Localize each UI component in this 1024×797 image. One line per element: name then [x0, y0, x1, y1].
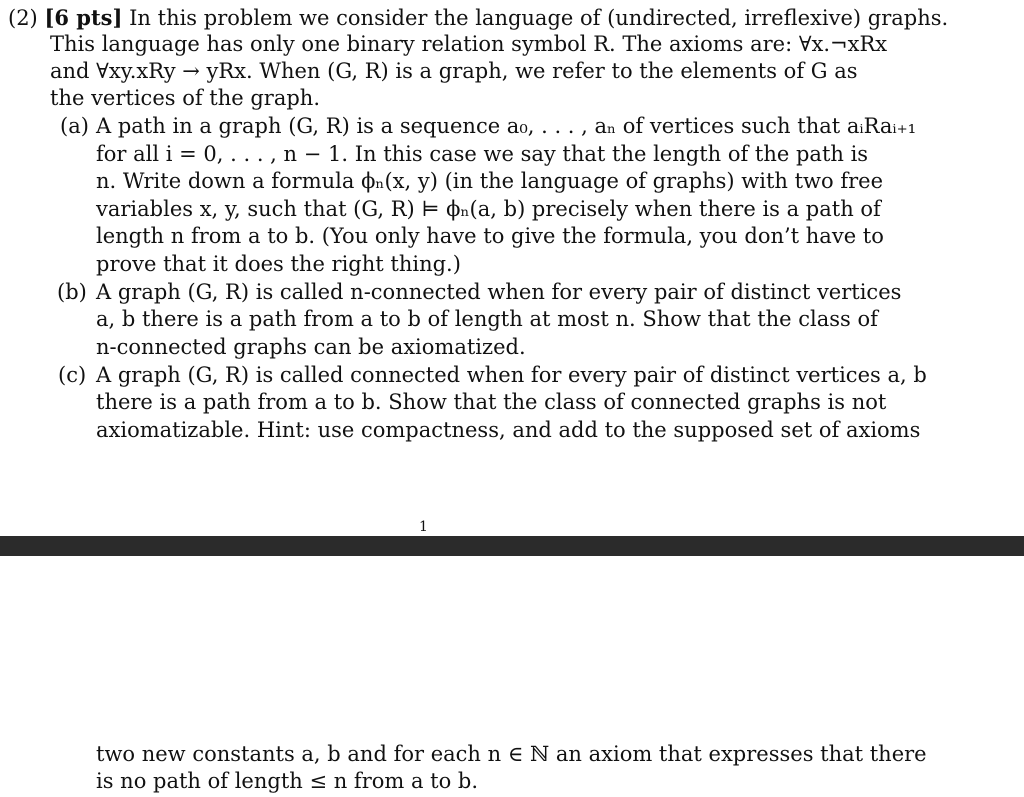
part-a-line: for all i = 0, . . . , n − 1. In this case we say that the length of the path is	[96, 142, 869, 166]
part-b-line: A graph (G, R) is called n-connected when for every pair of distinct vertices	[96, 280, 902, 304]
part-a-line: length n from a to b. (You only have to give the formula, you don’t have to	[96, 224, 884, 248]
part-b-label: (b)	[57, 280, 87, 304]
problem-number: (2)	[8, 6, 38, 30]
part-a-line: n. Write down a formula ϕₙ(x, y) (in the language of graphs) with two free	[96, 169, 883, 193]
intro-line-2: This language has only one binary relation symbol R. The axioms are: ∀x.¬xRx	[50, 32, 888, 56]
intro-line-3: and ∀xy.xRy → yRx. When (G, R) is a graph, we refer to the elements of G as	[50, 59, 858, 83]
part-c-line: there is a path from a to b. Show that the class of connected graphs is not	[96, 390, 887, 414]
problem-points: [6 pts]	[44, 5, 123, 30]
intro-line-1: In this problem we consider the language of (undirected, irreflexive) graphs.	[122, 6, 949, 30]
part-c-line: axiomatizable. Hint: use compactness, and add to the supposed set of axioms	[96, 418, 921, 442]
page-number: 1	[419, 519, 428, 535]
intro-line-4: the vertices of the graph.	[50, 86, 320, 110]
problem-heading-line	[8, 4, 948, 32]
part-a-line: variables x, y, such that (G, R) ⊨ ϕₙ(a, b) precisely when there is a path of	[96, 197, 881, 221]
part-c-line: A graph (G, R) is called connected when for every pair of distinct vertices a, b	[96, 363, 927, 387]
part-b-line: n-connected graphs can be axiomatized.	[96, 335, 526, 359]
part-a-line: prove that it does the right thing.)	[96, 252, 461, 276]
part-a-line: A path in a graph (G, R) is a sequence a₀, . . . , aₙ of vertices such that aᵢRaᵢ₊₁	[96, 114, 917, 138]
page-break-divider	[0, 536, 1024, 556]
part-c-label: (c)	[58, 363, 87, 387]
part-b-line: a, b there is a path from a to b of length at most n. Show that the class of	[96, 307, 878, 331]
continuation-line: is no path of length ≤ n from a to b.	[96, 769, 479, 793]
part-a-label: (a)	[60, 114, 89, 138]
continuation-line: two new constants a, b and for each n ∈ ℕ an axiom that expresses that there	[96, 742, 927, 766]
